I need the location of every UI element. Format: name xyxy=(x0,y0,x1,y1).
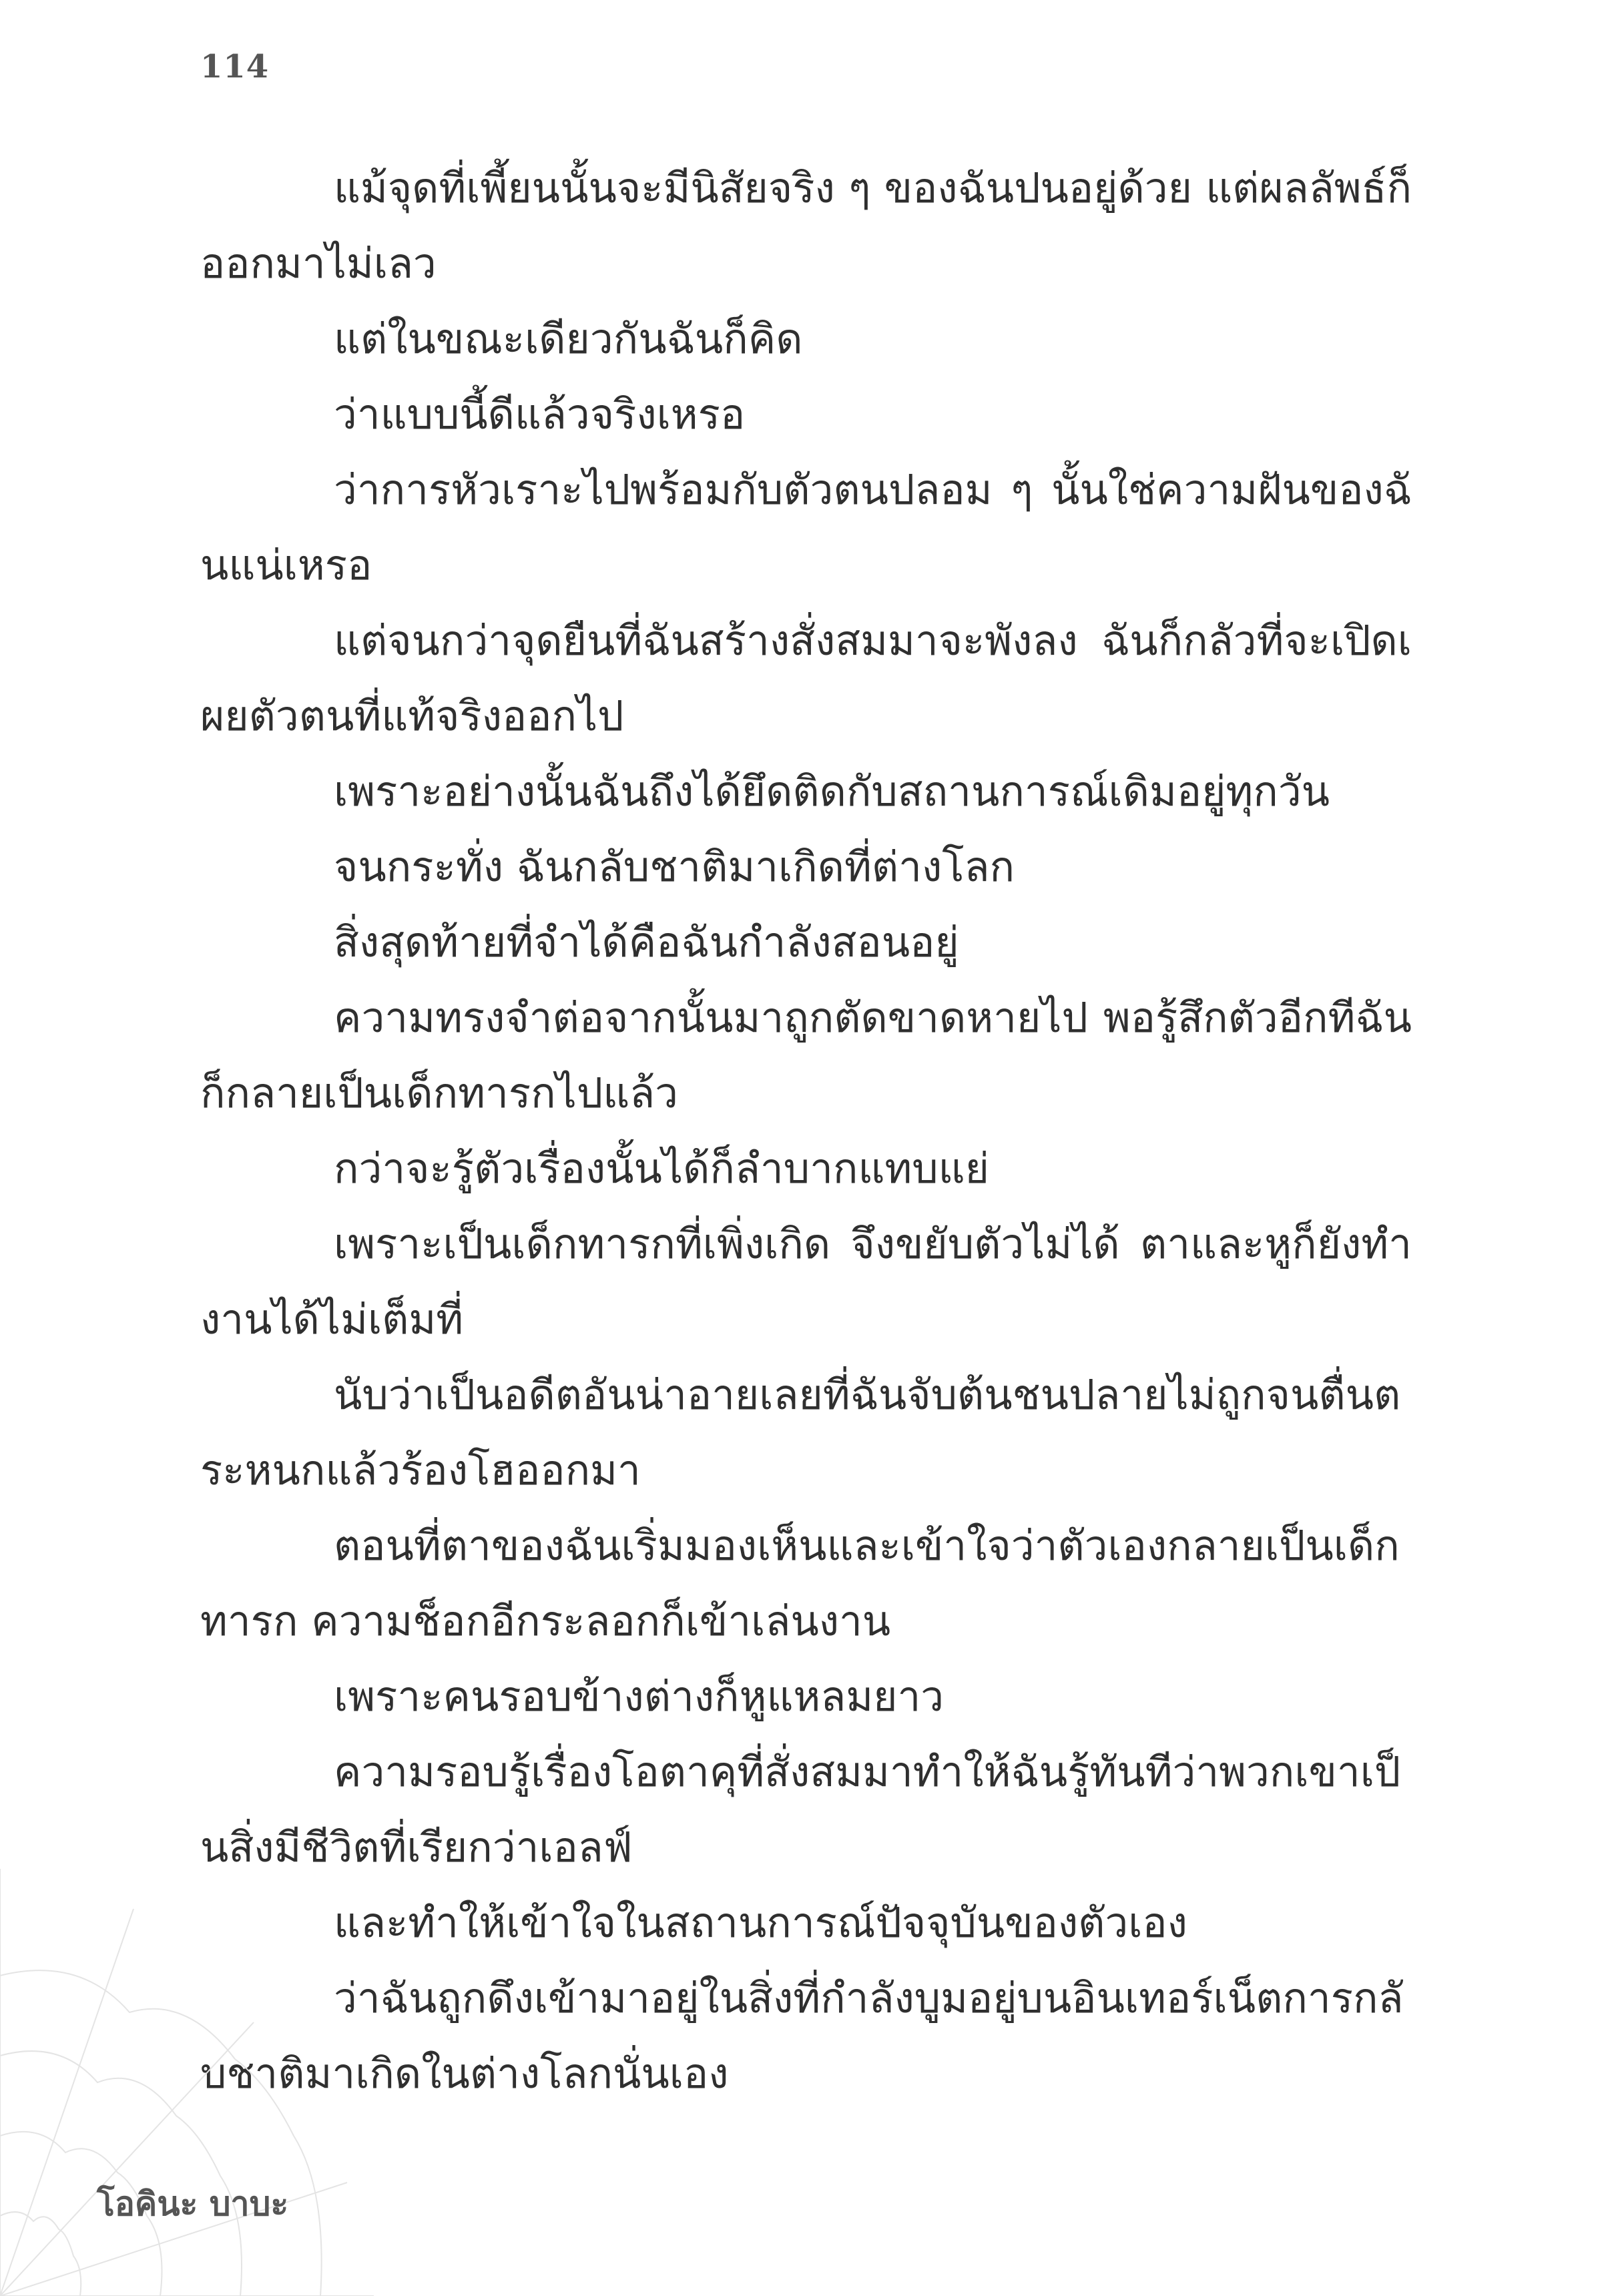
paragraph: ว่าการหัวเราะไปพร้อมกับตัวตนปลอม ๆ นั้นใช่ความฝันของฉันแน่เหรอ xyxy=(200,465,1412,589)
paragraph: ความทรงจำต่อจากนั้นมาถูกตัดขาดหายไป พอรู้สึกตัวอีกทีฉันก็กลายเป็นเด็กทารกไปแล้ว xyxy=(200,993,1412,1117)
paragraph: ตอนที่ตาของฉันเริ่มมองเห็นและเข้าใจว่าตัวเองกลายเป็นเด็กทารก ความช็อกอีกระลอกก็เข้าเล่นงาน xyxy=(200,1521,1400,1645)
paragraph: แม้จุดที่เพี้ยนนั้นจะมีนิสัยจริง ๆ ของฉันปนอยู่ด้วย แต่ผลลัพธ์ก็ออกมาไม่เลว xyxy=(200,164,1412,288)
paragraph: ว่าแบบนี้ดีแล้วจริงเหรอ xyxy=(334,390,746,439)
paragraph: เพราะคนรอบข้างต่างก็หูแหลมยาว xyxy=(334,1672,945,1721)
page-number: 114 xyxy=(200,48,270,85)
paragraph: กว่าจะรู้ตัวเรื่องนั้นได้ก็ลำบากแทบแย่ xyxy=(334,1144,989,1193)
paragraph: สิ่งสุดท้ายที่จำได้คือฉันกำลังสอนอยู่ xyxy=(334,918,959,966)
paragraph: แต่จนกว่าจุดยืนที่ฉันสร้างสั่งสมมาจะพังลง ฉันก็กลัวที่จะเปิดเผยตัวตนที่แท้จริงออกไป xyxy=(200,616,1412,740)
paragraph: เพราะอย่างนั้นฉันถึงได้ยึดติดกับสถานการณ์เดิมอยู่ทุกวัน xyxy=(334,767,1330,816)
spider-web-decoration xyxy=(0,1869,374,2296)
paragraph: เพราะเป็นเด็กทารกที่เพิ่งเกิด จึงขยับตัวไม่ได้ ตาและหูก็ยังทำงานได้ไม่เต็มที่ xyxy=(200,1219,1412,1344)
body-text xyxy=(200,150,1412,2111)
paragraph: และทำให้เข้าใจในสถานการณ์ปัจจุบันของตัวเอง xyxy=(334,1898,1187,1947)
paragraph: จนกระทั่ง ฉันกลับชาติมาเกิดที่ต่างโลก xyxy=(334,842,1015,891)
paragraph: ความรอบรู้เรื่องโอตาคุที่สั่งสมมาทำให้ฉันรู้ทันทีว่าพวกเขาเป็นสิ่งมีชีวิตที่เรียกว่าเอลฟ์ xyxy=(200,1747,1401,1872)
author-name: โอคินะ บาบะ xyxy=(97,2185,289,2223)
paragraph: แต่ในขณะเดียวกันฉันก็คิด xyxy=(334,314,803,363)
paragraph: นับว่าเป็นอดีตอันน่าอายเลยที่ฉันจับต้นชนปลายไม่ถูกจนตื่นตระหนกแล้วร้องโฮออกมา xyxy=(200,1370,1401,1494)
paragraph: ว่าฉันถูกดึงเข้ามาอยู่ในสิ่งที่กำลังบูมอยู่บนอินเทอร์เน็ตการกลับชาติมาเกิดในต่างโลกนั่นเอง xyxy=(200,1974,1404,2098)
